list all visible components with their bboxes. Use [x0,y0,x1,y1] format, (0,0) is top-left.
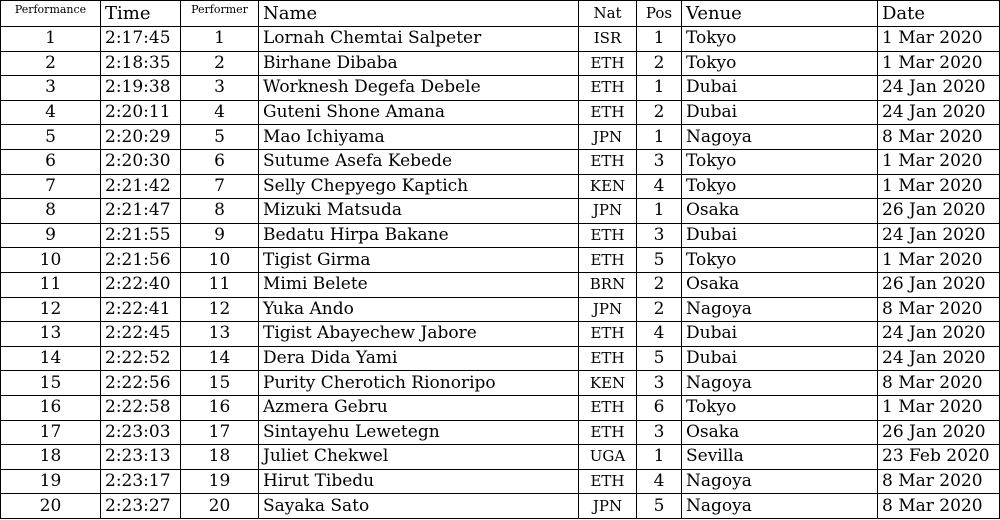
cell-performer: 2 [181,51,259,76]
cell-venue: Tokyo [682,27,878,52]
cell-performance: 10 [1,248,101,273]
cell-pos: 5 [637,346,682,371]
cell-nat: ISR [579,27,637,52]
cell-performer: 19 [181,469,259,494]
cell-time: 2:20:11 [101,100,181,125]
cell-nat: ETH [579,149,637,174]
header-name[interactable]: Name [259,1,579,27]
cell-name: Mizuki Matsuda [259,199,579,224]
table-row [1,272,1000,297]
cell-date: 8 Mar 2020 [878,469,1000,494]
cell-venue: Nagoya [682,125,878,150]
cell-performance: 9 [1,223,101,248]
cell-time: 2:21:42 [101,174,181,199]
cell-time: 2:22:40 [101,272,181,297]
cell-venue: Tokyo [682,248,878,273]
cell-venue: Nagoya [682,494,878,519]
cell-venue: Sevilla [682,445,878,470]
cell-date: 24 Jan 2020 [878,223,1000,248]
cell-date: 1 Mar 2020 [878,51,1000,76]
cell-pos: 2 [637,51,682,76]
cell-time: 2:20:29 [101,125,181,150]
cell-date: 8 Mar 2020 [878,494,1000,519]
cell-performer: 14 [181,346,259,371]
cell-date: 26 Jan 2020 [878,199,1000,224]
cell-name: Lornah Chemtai Salpeter [259,27,579,52]
cell-performance: 16 [1,395,101,420]
cell-nat: BRN [579,272,637,297]
cell-venue: Osaka [682,420,878,445]
cell-name: Sayaka Sato [259,494,579,519]
cell-performance: 1 [1,27,101,52]
cell-performance: 2 [1,51,101,76]
header-pos[interactable]: Pos [637,1,682,27]
cell-pos: 4 [637,469,682,494]
cell-name: Birhane Dibaba [259,51,579,76]
cell-date: 1 Mar 2020 [878,395,1000,420]
cell-name: Mao Ichiyama [259,125,579,150]
cell-venue: Tokyo [682,149,878,174]
cell-performer: 12 [181,297,259,322]
cell-date: 1 Mar 2020 [878,248,1000,273]
cell-nat: ETH [579,248,637,273]
cell-time: 2:21:56 [101,248,181,273]
table-row [1,199,1000,224]
cell-time: 2:22:41 [101,297,181,322]
cell-name: Tigist Girma [259,248,579,273]
cell-performance: 3 [1,76,101,101]
cell-performance: 14 [1,346,101,371]
cell-nat: KEN [579,371,637,396]
table-row [1,100,1000,125]
cell-nat: KEN [579,174,637,199]
cell-venue: Osaka [682,199,878,224]
cell-date: 1 Mar 2020 [878,174,1000,199]
cell-name: Azmera Gebru [259,395,579,420]
cell-date: 8 Mar 2020 [878,125,1000,150]
cell-performer: 15 [181,371,259,396]
cell-venue: Dubai [682,76,878,101]
cell-pos: 5 [637,248,682,273]
cell-time: 2:23:03 [101,420,181,445]
cell-venue: Nagoya [682,469,878,494]
cell-time: 2:22:45 [101,322,181,347]
cell-date: 1 Mar 2020 [878,149,1000,174]
cell-venue: Dubai [682,322,878,347]
cell-time: 2:20:30 [101,149,181,174]
cell-performer: 13 [181,322,259,347]
cell-nat: ETH [579,100,637,125]
table-row [1,445,1000,470]
cell-pos: 3 [637,223,682,248]
cell-venue: Tokyo [682,174,878,199]
cell-pos: 4 [637,174,682,199]
cell-venue: Tokyo [682,51,878,76]
cell-venue: Dubai [682,346,878,371]
cell-performer: 8 [181,199,259,224]
header-date[interactable]: Date [878,1,1000,27]
cell-date: 26 Jan 2020 [878,272,1000,297]
cell-pos: 1 [637,76,682,101]
cell-nat: ETH [579,469,637,494]
cell-time: 2:23:27 [101,494,181,519]
cell-performer: 18 [181,445,259,470]
cell-pos: 3 [637,149,682,174]
table-row [1,248,1000,273]
cell-nat: JPN [579,297,637,322]
table-row [1,297,1000,322]
cell-name: Hirut Tibedu [259,469,579,494]
cell-time: 2:22:58 [101,395,181,420]
cell-performance: 15 [1,371,101,396]
cell-time: 2:21:55 [101,223,181,248]
cell-pos: 2 [637,297,682,322]
table-row [1,223,1000,248]
cell-name: Selly Chepyego Kaptich [259,174,579,199]
cell-name: Worknesh Degefa Debele [259,76,579,101]
cell-name: Mimi Belete [259,272,579,297]
cell-performer: 9 [181,223,259,248]
cell-date: 23 Feb 2020 [878,445,1000,470]
cell-date: 1 Mar 2020 [878,27,1000,52]
cell-performer: 7 [181,174,259,199]
cell-performer: 6 [181,149,259,174]
table-row [1,149,1000,174]
table-row [1,76,1000,101]
cell-date: 8 Mar 2020 [878,371,1000,396]
cell-performer: 16 [181,395,259,420]
table-row [1,322,1000,347]
cell-performer: 11 [181,272,259,297]
cell-nat: JPN [579,199,637,224]
cell-time: 2:23:17 [101,469,181,494]
table-row [1,371,1000,396]
table-row [1,174,1000,199]
table-row [1,51,1000,76]
header-nat[interactable]: Nat [579,1,637,27]
header-row [1,1,1000,27]
table-row [1,494,1000,519]
cell-date: 26 Jan 2020 [878,420,1000,445]
cell-performer: 20 [181,494,259,519]
cell-performance: 5 [1,125,101,150]
cell-date: 24 Jan 2020 [878,76,1000,101]
cell-performance: 7 [1,174,101,199]
cell-date: 24 Jan 2020 [878,100,1000,125]
cell-performance: 4 [1,100,101,125]
cell-performer: 17 [181,420,259,445]
cell-pos: 4 [637,322,682,347]
table-row [1,125,1000,150]
cell-performer: 5 [181,125,259,150]
cell-pos: 5 [637,494,682,519]
cell-performance: 19 [1,469,101,494]
table-row [1,346,1000,371]
cell-pos: 1 [637,27,682,52]
cell-performance: 18 [1,445,101,470]
cell-time: 2:17:45 [101,27,181,52]
cell-performer: 1 [181,27,259,52]
cell-performance: 12 [1,297,101,322]
cell-performance: 6 [1,149,101,174]
cell-nat: ETH [579,223,637,248]
cell-performance: 8 [1,199,101,224]
cell-nat: ETH [579,76,637,101]
cell-venue: Nagoya [682,297,878,322]
table-row [1,420,1000,445]
cell-venue: Osaka [682,272,878,297]
cell-nat: UGA [579,445,637,470]
cell-nat: ETH [579,420,637,445]
cell-name: Yuka Ando [259,297,579,322]
cell-name: Sutume Asefa Kebede [259,149,579,174]
cell-performance: 13 [1,322,101,347]
cell-pos: 2 [637,272,682,297]
table-row [1,395,1000,420]
cell-venue: Tokyo [682,395,878,420]
cell-name: Sintayehu Lewetegn [259,420,579,445]
cell-pos: 3 [637,371,682,396]
cell-performer: 10 [181,248,259,273]
cell-performance: 20 [1,494,101,519]
table-row [1,27,1000,52]
cell-name: Dera Dida Yami [259,346,579,371]
table-header [1,1,1000,27]
cell-time: 2:21:47 [101,199,181,224]
cell-performance: 11 [1,272,101,297]
cell-time: 2:19:38 [101,76,181,101]
header-venue[interactable]: Venue [682,1,878,27]
cell-name: Tigist Abayechew Jabore [259,322,579,347]
cell-performer: 4 [181,100,259,125]
cell-date: 24 Jan 2020 [878,322,1000,347]
cell-pos: 2 [637,100,682,125]
cell-time: 2:22:52 [101,346,181,371]
cell-pos: 1 [637,445,682,470]
cell-time: 2:18:35 [101,51,181,76]
cell-venue: Dubai [682,223,878,248]
cell-venue: Dubai [682,100,878,125]
cell-name: Bedatu Hirpa Bakane [259,223,579,248]
cell-time: 2:23:13 [101,445,181,470]
cell-date: 8 Mar 2020 [878,297,1000,322]
cell-nat: JPN [579,494,637,519]
cell-pos: 6 [637,395,682,420]
cell-nat: ETH [579,395,637,420]
table-row [1,469,1000,494]
cell-pos: 1 [637,199,682,224]
cell-name: Purity Cherotich Rionoripo [259,371,579,396]
header-performer[interactable]: Performer [181,1,259,27]
table-body [1,27,1000,519]
cell-nat: JPN [579,125,637,150]
cell-nat: ETH [579,322,637,347]
cell-time: 2:22:56 [101,371,181,396]
cell-pos: 3 [637,420,682,445]
header-performance[interactable]: Performance [1,1,101,27]
cell-performer: 3 [181,76,259,101]
cell-venue: Nagoya [682,371,878,396]
header-time[interactable]: Time [101,1,181,27]
cell-name: Juliet Chekwel [259,445,579,470]
cell-date: 24 Jan 2020 [878,346,1000,371]
cell-nat: ETH [579,51,637,76]
cell-pos: 1 [637,125,682,150]
cell-performance: 17 [1,420,101,445]
cell-nat: ETH [579,346,637,371]
cell-name: Guteni Shone Amana [259,100,579,125]
